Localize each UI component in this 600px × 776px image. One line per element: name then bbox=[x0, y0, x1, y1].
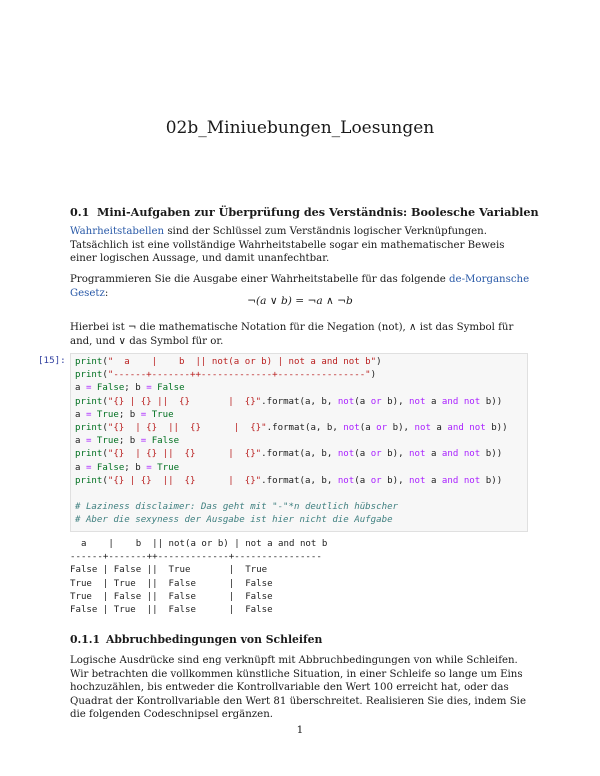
output-line: False | False || True | True bbox=[70, 565, 268, 576]
loop-paragraph: Logische Ausdrücke sind eng verknüpft mit Abbruchbedingungen von while Schleifen. Wir betrachten die vollkommen künstliche Situation, in einer Schleife so lange um Eins hochzuzählen, bis entweder die Kontrollvariable den Wert 100 erreicht hat, oder das Quadrat der Kontrollvariable den Wert 81 überschreitet. Realisieren Sie dies, indem Sie die folgenden Codeschnipsel ergänzen. bbox=[70, 655, 526, 721]
subsection-title: Abbruchbedingungen von Schleifen bbox=[106, 633, 323, 646]
cell-output bbox=[70, 538, 327, 617]
section-title: Mini-Aufgaben zur Überprüfung des Verständnis: Boolesche Variablen bbox=[97, 205, 539, 219]
page-number: 1 bbox=[296, 724, 304, 736]
notation-paragraph: Hierbei ist ¬ die mathematische Notation für die Negation (not), ∧ ist das Symbol für and, und ∨ das Symbol für or. bbox=[70, 322, 514, 347]
truth-table-link[interactable]: Wahrheitstabellen bbox=[70, 226, 165, 237]
subsection-heading bbox=[70, 633, 322, 646]
code-content: print(" a | b || not(a or b) | not a and not b") print("------+-------++-------------+----------------") a = False; b = False print("{} | {} || {} | {}".format(a, b, not(a or b), not a and not b)) a = True; b = True print("{} | {} || {} | {}".format(a, b, not(a or b), not a and not b)) a = True; b = False print("{} | {} || {} | {}".format(a, b, not(a or b), not a and not b)) a = False; b = True print("{} | {} || {} | {}".format(a, b, not(a or b), not a and not b)) # Laziness disclaimer: Das geht mit "-"*n deutlich hübscher # Aber die sexyness der Ausgabe ist hier nicht die Aufgabe bbox=[75, 356, 508, 527]
task-paragraph: Programmieren Sie die Ausgabe einer Wahrheitstabelle für das folgende de-Morgansche Gesetz: bbox=[70, 274, 530, 299]
output-line: ------+-------++-------------+---------------- bbox=[70, 552, 322, 563]
output-line: True | False || False | False bbox=[70, 591, 273, 602]
document-title: 02b_Miniuebungen_Loesungen bbox=[165, 118, 435, 138]
de-morgan-link[interactable]: de-Morgansche Gesetz bbox=[70, 274, 530, 299]
cell-prompt: [15]: bbox=[38, 355, 66, 366]
intro-paragraph: Wahrheitstabellen sind der Schlüssel zum Verständnis logischer Verknüpfungen. Tatsächlich ist eine vollständige Wahrheitstabelle sogar ein mathematischer Beweis einer logischen Aussage, und damit unanfechtbar. bbox=[70, 226, 505, 265]
section-number: 0.1 bbox=[70, 205, 90, 219]
output-line: a | b || not(a or b) | not a and not b bbox=[70, 539, 328, 549]
output-line: False | True || False | False bbox=[70, 604, 273, 615]
code-comment: # Laziness disclaimer: Das geht mit "-"*n deutlich hübscher bbox=[75, 502, 399, 513]
code-comment: # Aber die sexyness der Ausgabe ist hier nicht die Aufgabe bbox=[75, 515, 393, 526]
subsection-number: 0.1.1 bbox=[70, 633, 101, 646]
de-morgan-formula: ¬(a ∨ b) = ¬a ∧ ¬b bbox=[247, 295, 353, 307]
output-line: True | True || False | False bbox=[70, 578, 273, 589]
section-heading bbox=[70, 205, 539, 219]
